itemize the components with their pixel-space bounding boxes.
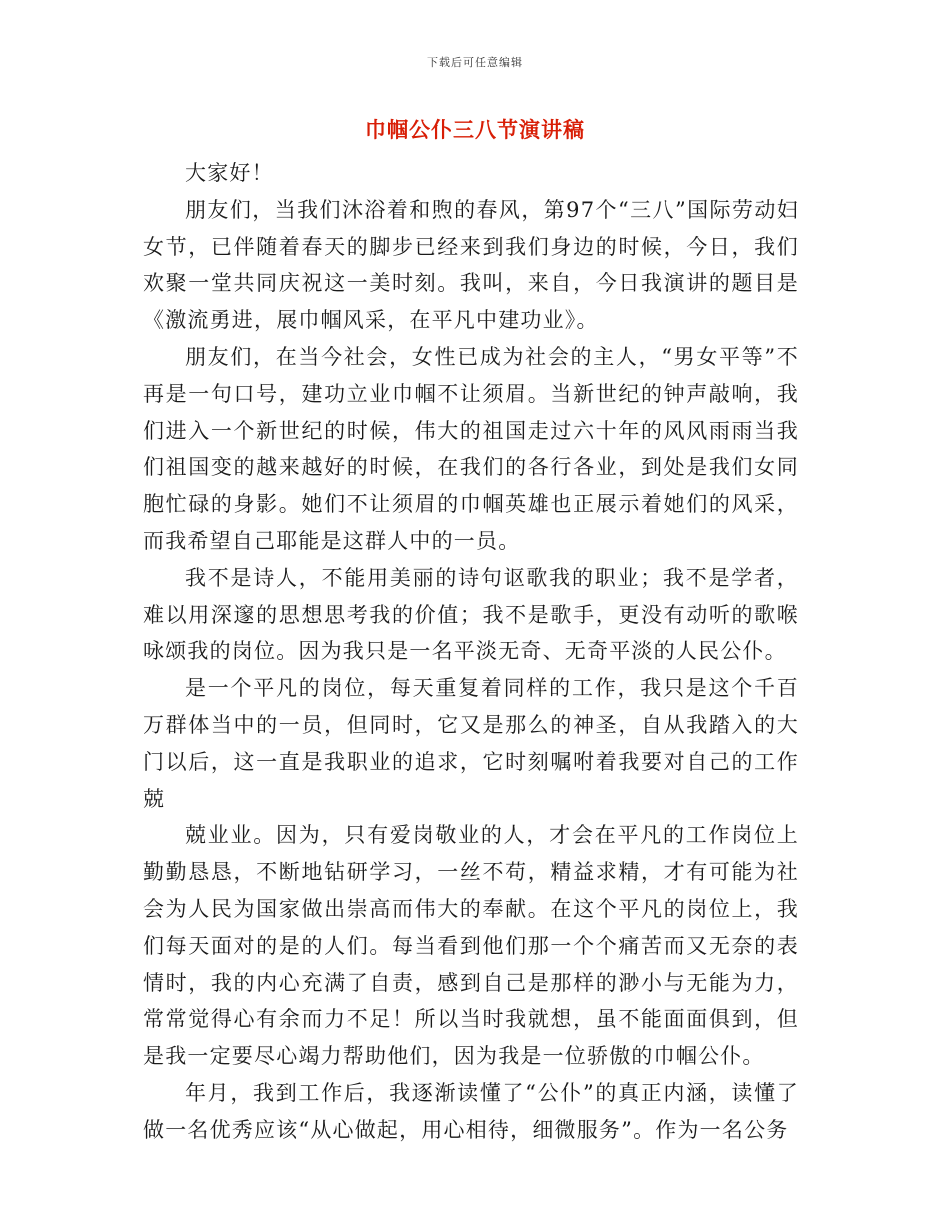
paragraph: 年月，我到工作后，我逐渐读懂了“公仆”的真正内涵，读懂了做一名优秀应该“从心做起，用心相待，细微服务”。作为一名公务 [143,1080,799,1142]
paragraph: 朋友们，当我们沐浴着和煦的春风，第97个“三八”国际劳动妇女节，已伴随着春天的脚步已经来到我们身边的时候，今日，我们欢聚一堂共同庆祝这一美时刻。我叫，来自，今日我演讲的题目是《激流勇进，展巾帼风采，在平凡中建功业》。 [143,197,799,333]
document-body [143,155,799,1149]
document-title: 巾帼公仆三八节演讲稿 [365,117,585,142]
paragraph: 我不是诗人，不能用美丽的诗句讴歌我的职业；我不是学者，难以用深邃的思想思考我的价值；我不是歌手，更没有动听的歌喉咏颂我的岗位。因为我只是一名平淡无奇、无奇平淡的人民公仆。 [143,565,799,664]
paragraph-greeting: 大家好！ [185,161,274,185]
header-note: 下载后可任意编辑 [427,56,523,69]
paragraph: 朋友们，在当今社会，女性已成为社会的主人，“男女平等”不再是一句口号，建功立业巾帼不让须眉。当新世纪的钟声敲响，我们进入一个新世纪的时候，伟大的祖国走过六十年的风风雨雨当我们祖国变的越来越好的时候，在我们的各行各业，到处是我们女同胞忙碌的身影。她们不让须眉的巾帼英雄也正展示着她们的风采，而我希望自己耶能是这群人中的一员。 [143,344,799,553]
paragraph: 是一个平凡的岗位，每天重复着同样的工作，我只是这个千百万群体当中的一员，但同时，它又是那么的神圣，自从我踏入的大门以后，这一直是我职业的追求，它时刻嘱咐着我要对自己的工作兢 [143,676,799,811]
paragraph: 兢业业。因为，只有爱岗敬业的人，才会在平凡的工作岗位上勤勤恳恳，不断地钻研学习，一丝不苟，精益求精，才有可能为社会为人民为国家做出崇高而伟大的奉献。在这个平凡的岗位上，我们每天面对的是的人们。每当看到他们那一个个痛苦而又无奈的表情时，我的内心充满了自责，感到自己是那样的渺小与无能为力，常常觉得心有余而力不足！所以当时我就想，虽不能面面俱到，但是我一定要尽心竭力帮助他们，因为我是一位骄傲的巾帼公仆。 [143,823,799,1069]
